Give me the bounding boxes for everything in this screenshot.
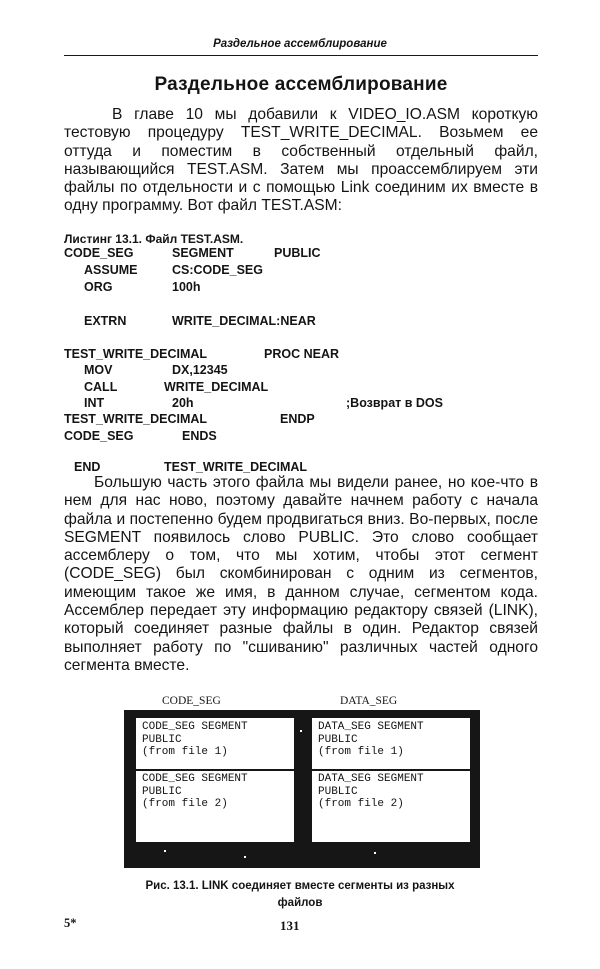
code-token: SEGMENT [172,246,234,260]
cell-line: PUBLIC [142,733,182,746]
code-token: WRITE_DECIMAL:NEAR [172,314,316,328]
code-token: ENDS [182,429,217,443]
diagram-cell-data-file2 [312,770,470,842]
explanation-paragraph: Большую часть этого файла мы видели ранее, но кое-что в нем для нас ново, поэтому давайте начнем работу с начала файла и постепенно будем продвигаться вниз. Во-первых, после SEGMENT появилось слово PUBLIC. Это слово сообщает ассемблеру о том, что мы хотим, чтобы этот сегмент (CODE_SEG) был скомбинирован с одним из сегментов, имеющим такое же имя, в данном случае, сегментом кода. Ассемблер передает эту информацию редактору связей (LINK), который соединяет разные файлы в один. Редактор связей выполняет работу по "сшиванию" различных частей одного сегмента вместе. [64,474,538,674]
segment-diagram [124,710,480,868]
code-token: MOV [84,363,113,377]
print-speck [300,730,302,732]
figure-caption-line: файлов [277,897,323,909]
cell-divider [136,769,294,771]
diagram-cell-code-file1 [136,718,294,770]
intro-paragraph: В главе 10 мы добавили к VIDEO_IO.ASM короткую тестовую процедуру TEST_WRITE_DECIMAL. Возьмем ее оттуда и поместим в собственный отдельный файл, называющийся TEST.ASM. Затем мы проассемблируем эти файлы по отдельности и с помощью Link соединим их вместе в одну программу. Вот файл TEST.ASM: [64,106,538,215]
cell-line: CODE_SEG SEGMENT [142,721,248,733]
cell-line: PUBLIC [142,785,182,798]
header-rule [64,55,538,56]
figure-caption [100,878,500,912]
diagram-label-code-seg: CODE_SEG [162,695,221,707]
code-token: END [74,460,101,474]
cell-line: CODE_SEG SEGMENT [142,773,248,785]
code-comment: ;Возврат в DOS [346,396,443,410]
print-speck [374,852,376,854]
page-number: 131 [280,918,300,933]
diagram-label-data-seg: DATA_SEG [340,695,398,707]
cell-line: DATA_SEG SEGMENT [318,721,424,733]
code-token: DX,12345 [172,363,228,377]
code-token: ORG [84,280,113,294]
cell-line: (from file 2) [318,798,404,810]
cell-line: DATA_SEG SEGMENT [318,773,424,785]
code-token: PROC NEAR [264,347,340,361]
diagram-cell-data-file1 [312,718,470,770]
code-token: WRITE_DECIMAL [164,380,269,394]
code-token: CODE_SEG [64,246,134,260]
cell-divider [312,769,470,771]
code-token: PUBLIC [274,246,321,260]
cell-line: PUBLIC [318,785,358,798]
cell-line: (from file 1) [318,746,404,758]
code-token: ASSUME [84,263,138,277]
code-token: INT [84,396,105,410]
cell-line: (from file 2) [142,798,228,810]
print-speck [164,850,166,852]
print-speck [244,856,246,858]
figure-caption-line: Рис. 13.1. LINK соединяет вместе сегменты из разных [145,880,455,892]
cell-line: PUBLIC [318,733,358,746]
code-token: TEST_WRITE_DECIMAL [64,412,208,426]
listing-caption: Листинг 13.1. Файл TEST.ASM. [64,232,244,246]
code-token: CODE_SEG [64,429,134,443]
code-token: CALL [84,380,118,394]
code-token: ENDP [280,412,315,426]
code-listing [64,246,544,474]
signature-mark: 5* [64,916,77,930]
cell-line: (from file 1) [142,746,228,758]
code-token: CS:CODE_SEG [172,263,263,277]
code-token: TEST_WRITE_DECIMAL [164,460,308,474]
code-token: TEST_WRITE_DECIMAL [64,347,208,361]
code-token: 100h [172,280,201,294]
code-token: EXTRN [84,314,127,328]
running-header: Раздельное ассемблирование [213,38,387,50]
diagram-cell-code-file2 [136,770,294,842]
section-title: Раздельное ассемблирование [154,74,448,95]
code-token: 20h [172,396,194,410]
